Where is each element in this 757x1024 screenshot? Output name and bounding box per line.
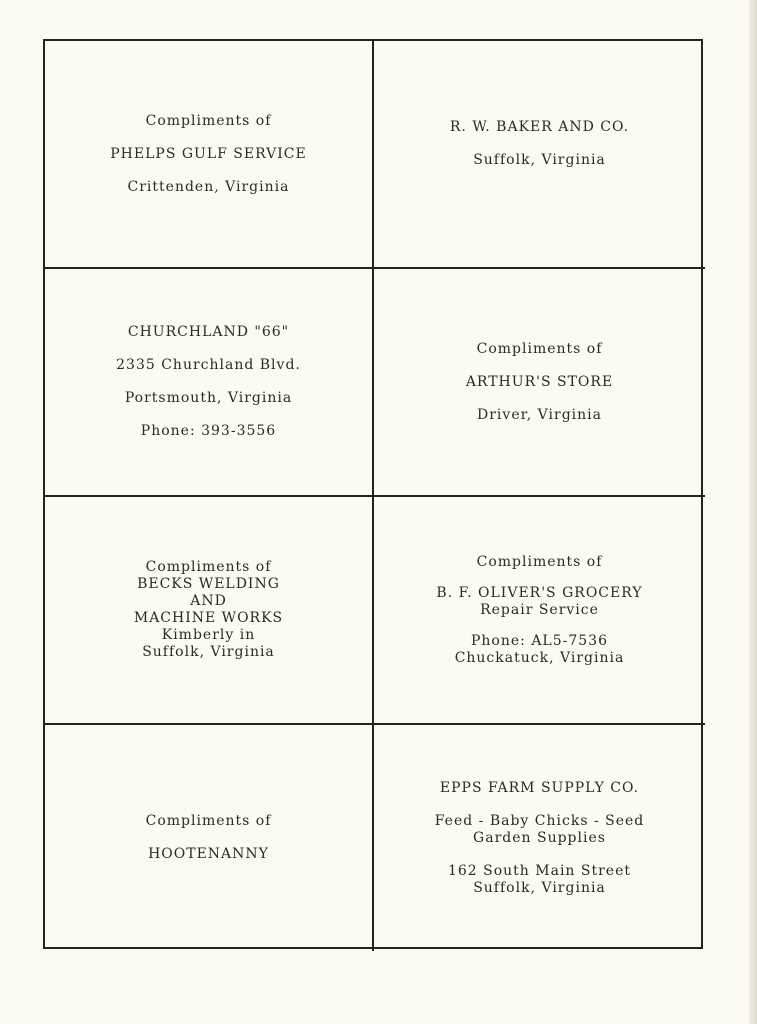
ad-line: AND: [190, 593, 227, 609]
ad-phelps-gulf-service: [45, 41, 374, 269]
ad-line: Compliments of: [476, 553, 603, 570]
ad-line: HOOTENANNY: [148, 846, 269, 862]
ad-line: CHURCHLAND "66": [127, 324, 290, 340]
ad-hootenanny: [45, 725, 374, 951]
ad-grid: [43, 39, 703, 949]
ad-becks-welding: [45, 497, 374, 725]
ad-line: Driver, Virginia: [477, 406, 602, 423]
ad-line: Suffolk, Virginia: [473, 152, 606, 168]
ad-line: PHELPS GULF SERVICE: [110, 145, 307, 162]
ad-line: Compliments of: [476, 340, 603, 357]
ad-churchland-66: [45, 269, 374, 497]
ad-line: Compliments of: [145, 112, 272, 129]
ad-line: 2335 Churchland Blvd.: [116, 357, 301, 373]
ad-line: R. W. BAKER AND CO.: [449, 119, 630, 135]
ad-line: ARTHUR'S STORE: [465, 373, 614, 390]
ad-line: MACHINE WORKS: [133, 610, 284, 626]
ad-line: Portsmouth, Virginia: [124, 390, 293, 406]
ad-line: Phone: AL5-7536: [470, 632, 608, 649]
ad-oliver-grocery: [374, 497, 705, 725]
ad-line: B. F. OLIVER'S GROCERY: [436, 584, 643, 601]
ad-line: Crittenden, Virginia: [127, 178, 290, 195]
ad-line: Garden Supplies: [473, 829, 606, 846]
ad-line: Kimberly in: [161, 627, 256, 643]
ad-arthurs-store: [374, 269, 705, 497]
ad-line: Feed - Baby Chicks - Seed: [434, 812, 645, 829]
ad-line: Chuckatuck, Virginia: [454, 649, 625, 666]
ad-line: Phone: 393-3556: [140, 423, 277, 439]
ad-line: Repair Service: [480, 601, 599, 618]
ad-line: 162 South Main Street: [447, 862, 632, 879]
ad-line: Suffolk, Virginia: [142, 644, 275, 660]
ad-line: Compliments of: [145, 813, 272, 829]
ad-line: BECKS WELDING: [137, 576, 280, 592]
ad-rw-baker: [374, 41, 705, 269]
ad-line: EPPS FARM SUPPLY CO.: [439, 779, 640, 796]
ad-epps-farm-supply: [374, 725, 705, 951]
page-edge: [749, 0, 757, 1024]
ad-line: Suffolk, Virginia: [473, 879, 606, 896]
ad-line: Compliments of: [145, 559, 272, 575]
